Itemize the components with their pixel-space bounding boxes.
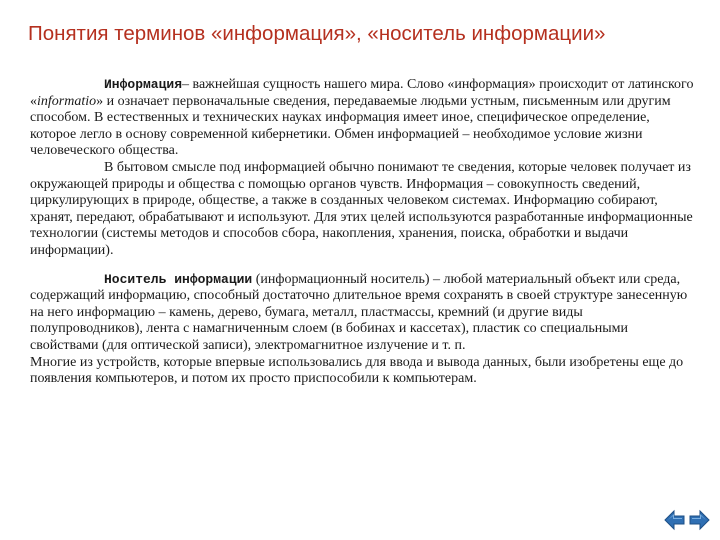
text-fragment: » и означает первоначальные сведения, передаваемые людьми устным, письменным или другим способом. В естественных и технических науках информация имеет иное, специфическое определение, которое легло в основу современной кибернетики. Обмен информацией – необходимое условие жизни человеческого общества. bbox=[30, 93, 671, 159]
term-information: Информация bbox=[104, 77, 183, 92]
latin-word: informatio bbox=[37, 93, 97, 109]
paragraph-carrier-definition bbox=[30, 272, 698, 355]
text-fragment: – важнейшая сущность нашего мира. Слово «информация» происходит от латинского « bbox=[30, 77, 694, 109]
text-fragment: (информационный носитель) – любой материальный объект или среда, содержащий информацию, способный достаточно длительное время сохранять в своей структуре занесенную на него информацию – камень, дерево, бумага, металл, пластмассы, кремний (и другие виды полупроводников), лента с намагниченным слоем (в бобинах и кассетах), пластик со специальными свойствами (для оптической записи), электромагнитное излучение и т. п. bbox=[30, 271, 688, 353]
paragraph-devices: Многие из устройств, которые впервые использовались для ввода и вывода данных, были изобретены еще до появления компьютеров, и потом их просто приспособили к компьютерам. bbox=[30, 354, 684, 387]
arrow-right-icon[interactable] bbox=[688, 509, 711, 531]
document-body bbox=[30, 77, 698, 388]
slide-title: Понятия терминов «информация», «носитель информации» bbox=[28, 22, 606, 45]
paragraph-information-definition bbox=[30, 77, 698, 160]
slide-navigation bbox=[663, 509, 711, 531]
paragraph-everyday-meaning: В бытовом смысле под информацией обычно понимают те сведения, которые человек получает из окружающей природы и общества с помощью органов чувств. Информация – совокупность сведений, циркулирующих в природе, обществе, а также в созданных человеком системах. Информацию собирают, хранят, передают, обрабатывают и используют. Для этих целей используются разработанные информационные технологии (системы методов и способов сбора, накопления, хранения, поиска, обработки и выдачи информации). bbox=[30, 159, 693, 258]
arrow-left-icon[interactable] bbox=[663, 509, 686, 531]
term-information-carrier: Носитель информации bbox=[104, 271, 253, 287]
